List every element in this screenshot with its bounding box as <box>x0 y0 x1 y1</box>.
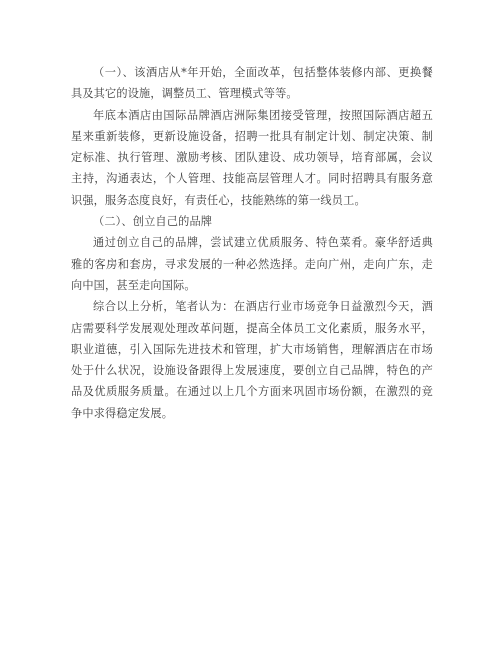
section-heading-brand: （二）、创立自己的品牌 <box>93 215 213 229</box>
paragraph-reform-overview: （一）、该酒店从*年开始，全面改革，包括整体装修内部、更换餐具及其它的设施，调整员工、管理模式等等。 <box>71 66 433 101</box>
document-body <box>71 62 433 424</box>
paragraph-conclusion: 综合以上分析，笔者认为：在酒店行业市场竞争日益激烈今天，酒店需要科学发展观处理改革问题，提高全体员工文化素质，服务水平，职业道德，引入国际先进技术和管理，扩大市场销售，理解酒店在市场处于什么状况，设施设备跟得上发展速度，要创立自己品牌，特色的产品及优质服务质量。在通过以上几个方面来巩固市场份额，在激烈的竞争中求得稳定发展。 <box>71 300 433 420</box>
paragraph-brand-strategy: 通过创立自己的品牌，尝试建立优质服务、特色菜肴。豪华舒适典雅的客房和套房，寻求发展的一种必然选择。走向广州，走向广东，走向中国，甚至走向国际。 <box>71 236 433 292</box>
paragraph-international-management: 年底本酒店由国际品牌酒店洲际集团接受管理，按照国际酒店超五星来重新装修，更新设施设备，招聘一批具有制定计划、制定决策、制定标准、执行管理、激励考核、团队建设、成功领导，培育部属，会议主持，沟通表达，个人管理、技能高层管理人才。同时招聘具有服务意识强，服务态度良好，有责任心，技能熟练的第一线员工。 <box>71 108 433 207</box>
